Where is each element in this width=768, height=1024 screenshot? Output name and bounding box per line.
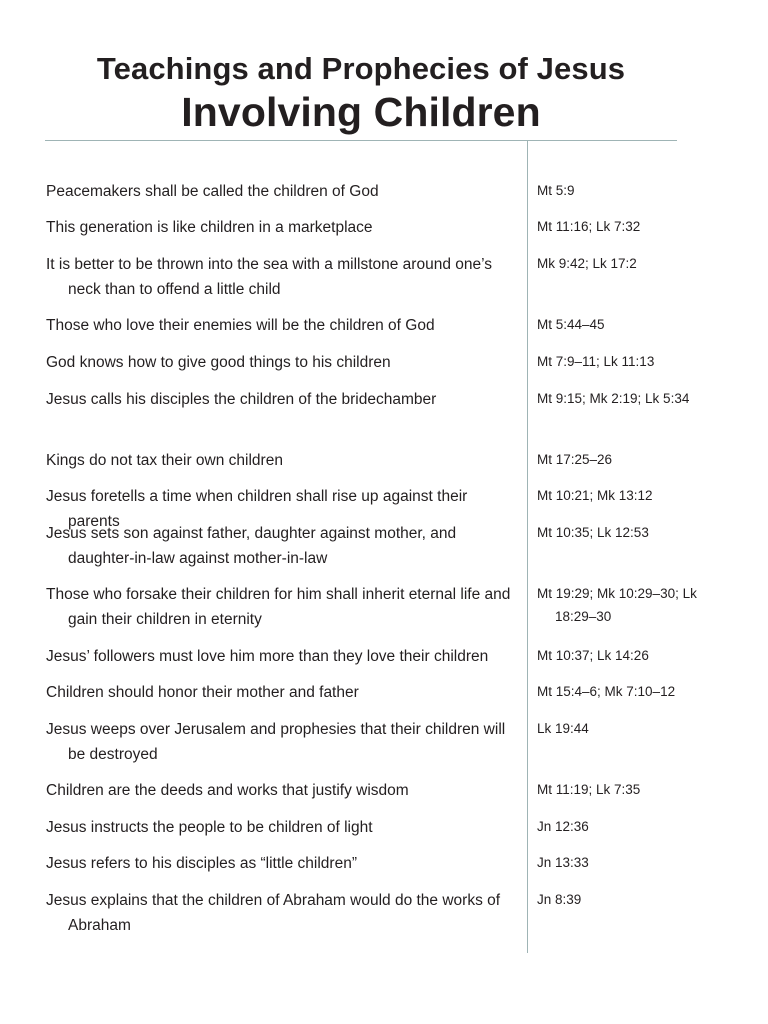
- page-title-line1: Teachings and Prophecies of Jesus: [96, 51, 626, 86]
- teaching-description: Jesus’ followers must love him more than they love their children: [46, 648, 489, 665]
- scripture-reference: Jn 12:36: [537, 819, 589, 834]
- scripture-reference: Mt 11:16; Lk 7:32: [537, 219, 641, 234]
- teaching-description: Jesus weeps over Jerusalem and prophesies that their children will be destroyed: [46, 721, 506, 763]
- teaching-description: Kings do not tax their own children: [46, 452, 283, 469]
- teaching-description: It is better to be thrown into the sea with a millstone around one’s neck than to offend a little child: [46, 256, 493, 298]
- scripture-reference: Jn 8:39: [537, 892, 582, 907]
- scripture-reference: Mt 17:25–26: [537, 452, 613, 467]
- teaching-description: Jesus explains that the children of Abraham would do the works of Abraham: [46, 892, 501, 934]
- teaching-description: Children are the deeds and works that justify wisdom: [46, 782, 409, 799]
- teaching-description: Those who love their enemies will be the children of God: [46, 317, 435, 334]
- teaching-description: Jesus calls his disciples the children of the bridechamber: [46, 391, 437, 408]
- page-title-line2: Involving Children: [181, 89, 541, 135]
- scripture-reference: Mt 19:29; Mk 10:29–30; Lk 18:29–30: [537, 586, 697, 624]
- teaching-description: This generation is like children in a marketplace: [46, 219, 373, 236]
- scripture-reference: Mt 5:44–45: [537, 317, 605, 332]
- teaching-description: Jesus foretells a time when children shall rise up against their parents: [46, 488, 468, 530]
- teaching-description: Children should honor their mother and father: [46, 684, 359, 701]
- teaching-description: Jesus sets son against father, daughter against mother, and daughter-in-law against mother-in-law: [46, 525, 457, 567]
- teaching-description: Peacemakers shall be called the children of God: [46, 183, 379, 200]
- teaching-description: God knows how to give good things to his children: [46, 354, 391, 371]
- teaching-description: Jesus instructs the people to be children of light: [46, 819, 373, 836]
- scripture-reference: Mt 7:9–11; Lk 11:13: [537, 354, 655, 369]
- scripture-reference: Mt 10:37; Lk 14:26: [537, 648, 649, 663]
- teaching-description: Those who forsake their children for him shall inherit eternal life and gain their children in eternity: [46, 586, 511, 628]
- scripture-reference: Mt 10:35; Lk 12:53: [537, 525, 649, 540]
- teaching-description: Jesus refers to his disciples as “little children”: [46, 855, 357, 872]
- scripture-reference: Mt 10:21; Mk 13:12: [537, 488, 653, 503]
- scripture-reference: Lk 19:44: [537, 721, 589, 736]
- scripture-reference: Mt 5:9: [537, 183, 575, 198]
- scripture-reference: Jn 13:33: [537, 855, 589, 870]
- scripture-reference: Mk 9:42; Lk 17:2: [537, 256, 637, 271]
- scripture-reference: Mt 9:15; Mk 2:19; Lk 5:34: [537, 391, 690, 406]
- scripture-reference: Mt 15:4–6; Mk 7:10–12: [537, 684, 676, 699]
- scripture-reference: Mt 11:19; Lk 7:35: [537, 782, 641, 797]
